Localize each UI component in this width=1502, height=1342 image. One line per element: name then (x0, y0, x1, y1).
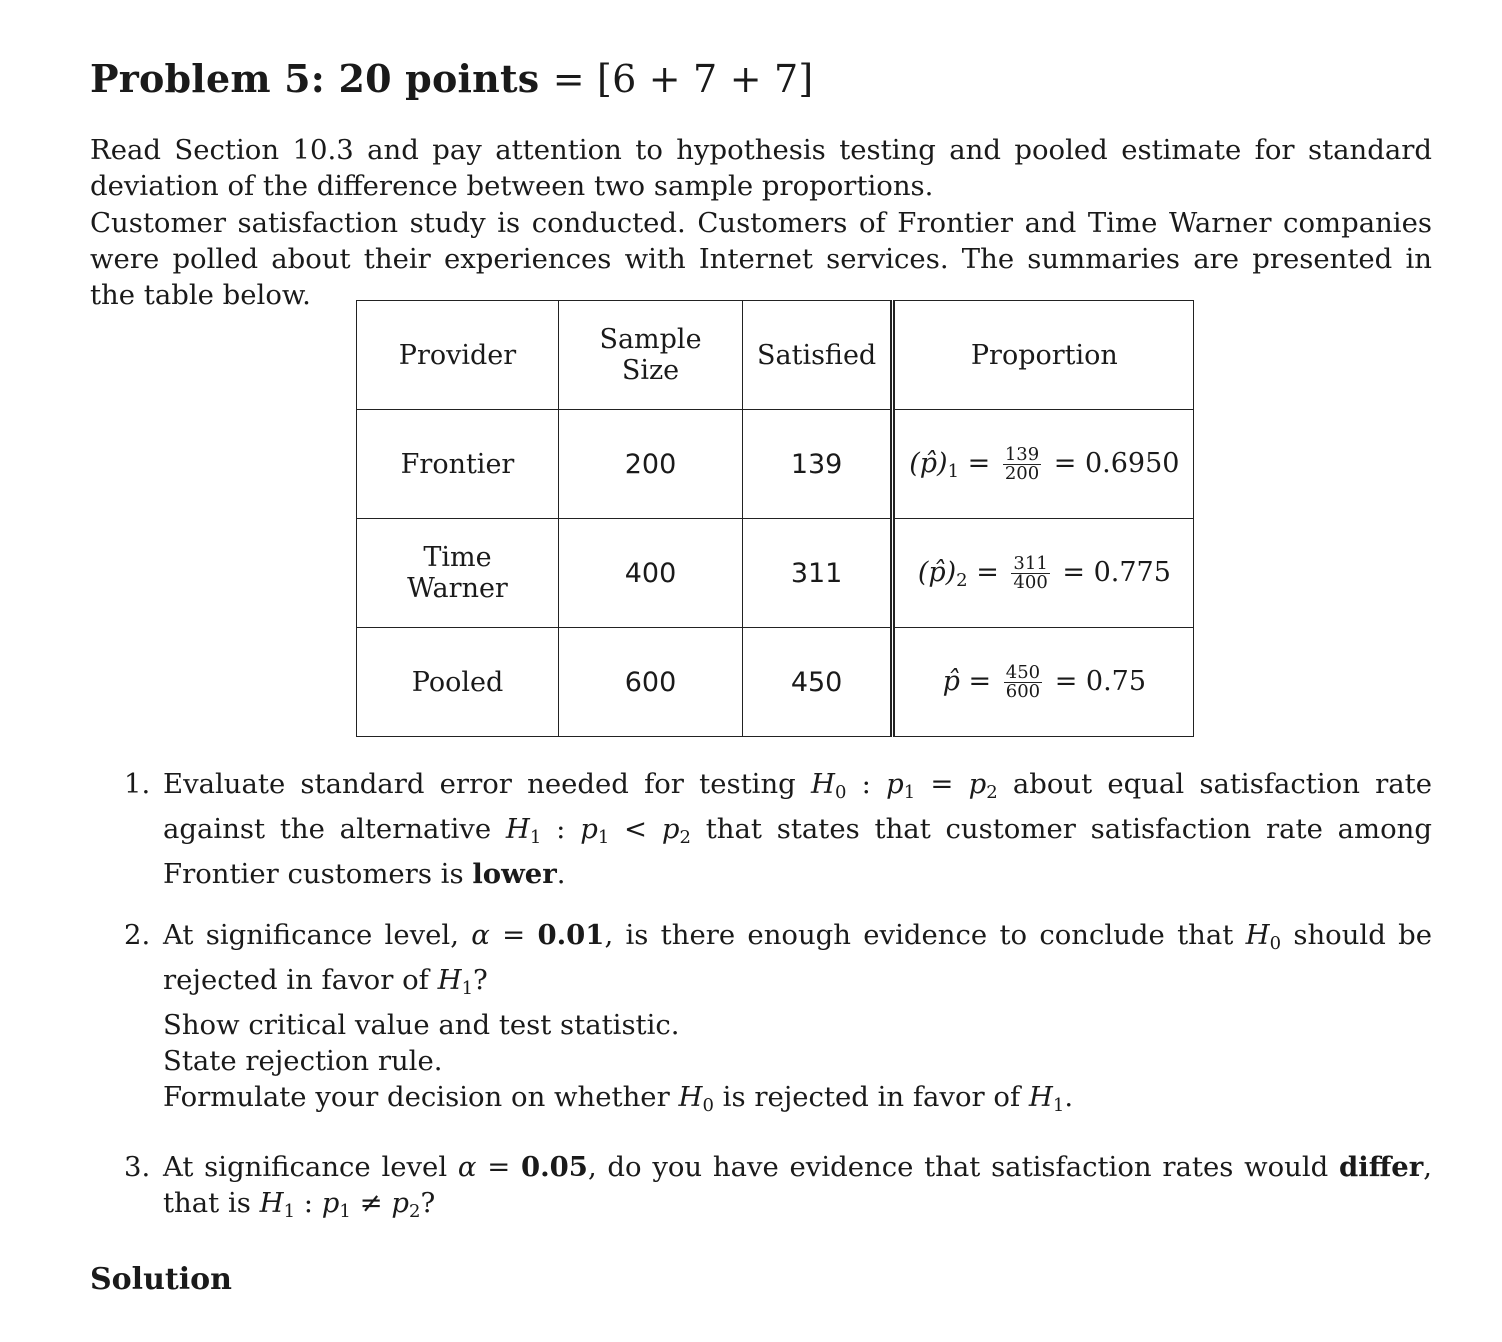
question-2: 2. At significance level, α = 0.01, is there enough evidence to conclude that $H_0$ should be rejected in favor of $H_1$? Show critical value and test statistic. State rejection rule. Formulate your decision on whether $H_0$ is rejected in favor of $H_1$. (124, 919, 1432, 1116)
prop-fraction (1003, 443, 1041, 484)
header-proportion: Proportion (893, 301, 1194, 410)
intro-paragraph-2: Customer satisfaction study is conducted. Customers of Frontier and Time Warner companies were polled about their experiences with Internet services. The summaries are presented in the table below. (90, 207, 1432, 311)
prop-fraction (1004, 661, 1042, 702)
question-1-text-a: Evaluate standard error needed for testing (163, 768, 796, 800)
cell-satisfied: 450 (743, 628, 893, 737)
fraction-denominator: 600 (1005, 680, 1041, 702)
cell-sample-size: 600 (559, 628, 743, 737)
cell-proportion: $(p̂)_2$ = $\frac{311}{400}$ = 0.775 (893, 519, 1194, 628)
table-row (357, 410, 1194, 519)
problem-title-points: = [6 + 7 + 7] (552, 57, 814, 101)
prop-result: 0.6950 (1084, 447, 1180, 479)
cell-satisfied: 311 (743, 519, 893, 628)
question-2-line-3: State rejection rule. (163, 1045, 443, 1077)
fraction-numerator: 311 (1013, 552, 1048, 574)
cell-sample-size: 200 (559, 410, 743, 519)
header-sample-size: Sample Size (559, 301, 743, 410)
prop-result: 0.775 (1093, 556, 1171, 588)
cell-satisfied: 139 (743, 410, 893, 519)
question-2-line-4a: Formulate your decision on whether (163, 1081, 670, 1113)
question-3-end: ? (420, 1187, 436, 1219)
table-row (357, 519, 1194, 628)
question-3-text-a: At significance level (163, 1151, 448, 1183)
question-3-text-c: , that is (163, 1151, 1433, 1219)
cell-sample-size: 400 (559, 519, 743, 628)
question-2-text-a: At significance level, (163, 919, 459, 951)
question-1-text-b: about equal satisfaction rate against the alternative (163, 768, 1432, 845)
fraction-numerator: 450 (1005, 661, 1041, 683)
question-1: 1. Evaluate standard error needed for testing $H_0$ : $p_1 = p_2$ about equal satisfaction rate against the alternative $H_1$ : $p_1 < p_2$ that states that customer satisfaction rate among Frontier customers is lower. (124, 768, 1432, 890)
fraction-numerator: 139 (1004, 443, 1040, 465)
fraction-denominator: 200 (1004, 462, 1040, 484)
question-2-text-d: ? (473, 964, 488, 996)
question-2-line-4c: . (1064, 1081, 1074, 1113)
prop-result: 0.75 (1085, 665, 1147, 697)
solution-heading: Solution (90, 1262, 232, 1297)
question-number: 2. (124, 919, 151, 951)
question-3: 3. At significance level α = 0.05, do you have evidence that satisfaction rates would differ, that is $H_1$ : $p_1 \ne p_2$? (124, 1151, 1433, 1222)
problem-title-label: Problem 5: 20 points (90, 56, 540, 101)
prop-symbol: (p̂) (909, 447, 948, 479)
fraction-denominator: 400 (1013, 571, 1048, 593)
prop-subscript: 1 (947, 460, 960, 482)
header-satisfied: Satisfied (743, 301, 893, 410)
question-3-emphasis: differ (1339, 1151, 1424, 1183)
question-3-alpha: 0.05 (520, 1151, 588, 1183)
question-number: 1. (124, 768, 151, 800)
header-provider: Provider (357, 301, 559, 410)
prop-subscript: 2 (956, 569, 968, 591)
question-2-text-c: should be rejected in favor of (163, 919, 1432, 996)
table-row (357, 628, 1194, 737)
question-1-text-c: that states that customer satisfaction rate among Frontier customers is (163, 813, 1432, 890)
question-3-text-b: , do you have evidence that satisfaction rates would (587, 1151, 1329, 1183)
table-header-row (357, 301, 1194, 410)
question-2-text-b: , is there enough evidence to conclude that (604, 919, 1234, 951)
question-1-emphasis: lower (472, 858, 557, 890)
intro-paragraph-1: Read Section 10.3 and pay attention to hypothesis testing and pooled estimate for standard deviation of the difference between two sample proportions. (90, 134, 1432, 202)
prop-fraction (1011, 552, 1049, 593)
prop-symbol: (p̂) (917, 556, 957, 588)
cell-provider: Frontier (357, 410, 559, 519)
question-list (90, 766, 1432, 1230)
question-2-line-2: Show critical value and test statistic. (163, 1009, 680, 1041)
question-2-line-4b: is rejected in favor of (722, 1081, 1021, 1113)
problem-title (90, 56, 813, 101)
summary-table (356, 300, 1194, 737)
cell-proportion: $(p̂)_1$ = $\frac{139}{200}$ = 0.6950 (893, 410, 1194, 519)
cell-proportion: p̂ = $\frac{450}{600}$ = 0.75 (893, 628, 1194, 737)
question-number: 3. (124, 1151, 151, 1183)
question-2-alpha: 0.01 (537, 919, 605, 951)
cell-provider: Time Warner (357, 519, 559, 628)
cell-provider: Pooled (357, 628, 559, 737)
prop-symbol: p̂ (942, 665, 960, 697)
question-1-end: . (556, 858, 566, 890)
